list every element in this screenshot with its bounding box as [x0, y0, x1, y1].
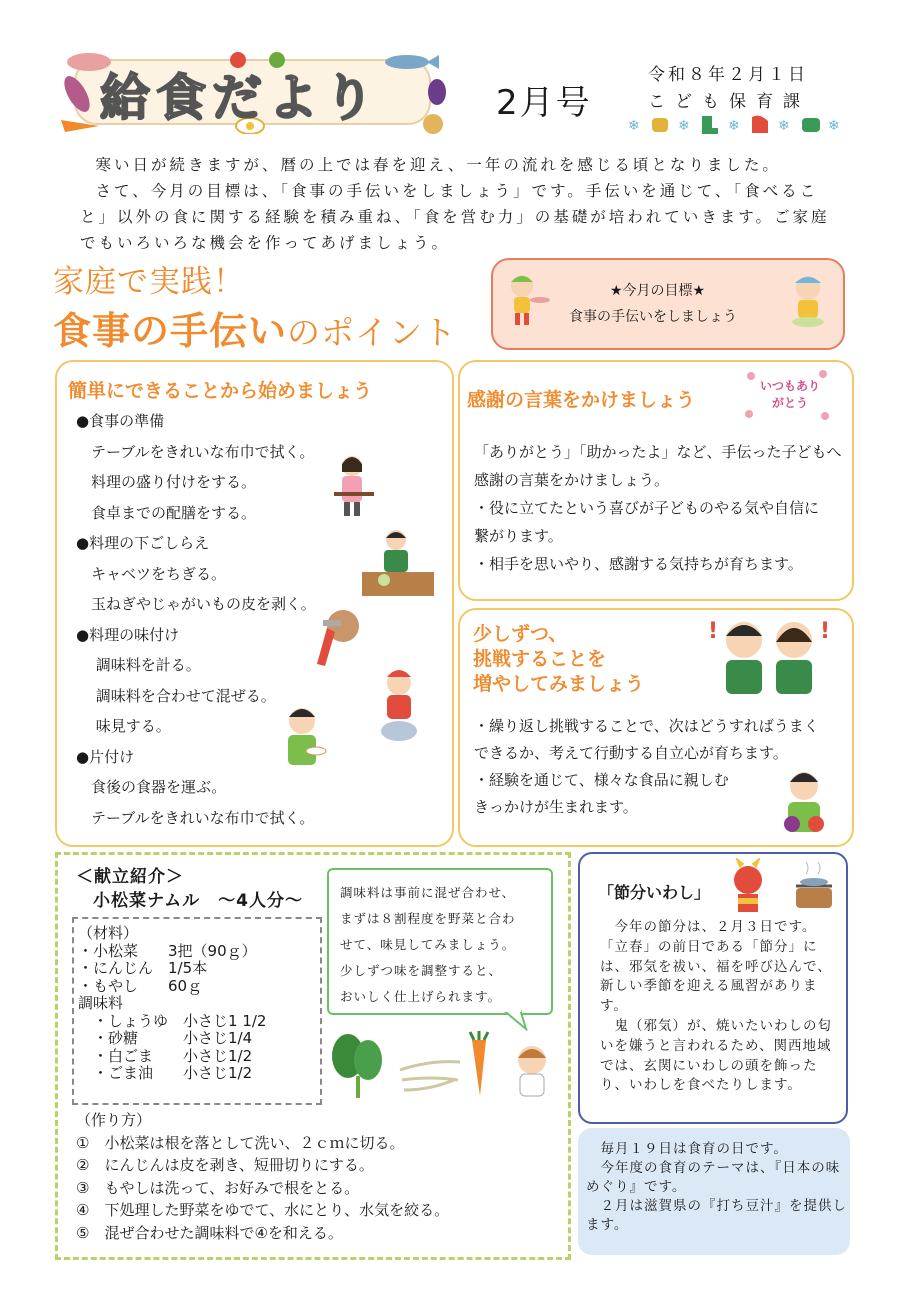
text-line: ・相手を思いやり、感謝する気持ちが育ちます。 — [474, 555, 803, 573]
setsubun-title: 「節分いわし」 — [598, 883, 711, 902]
text-line: 繋がります。 — [474, 527, 563, 545]
title-line: 少しずつ、 — [473, 623, 568, 645]
list-item: 玉ねぎやじゃがいもの皮を剥く。 — [76, 595, 316, 613]
list-item: テーブルをきれいな布巾で拭く。 — [76, 808, 315, 827]
peeler-illustration — [315, 608, 361, 670]
panel-challenge-title — [473, 622, 644, 697]
step-line: ② にんじんは皮を剥き、短冊切りにする。 — [76, 1156, 374, 1174]
text-line: 調味料は事前に混ぜ合わせ、 — [340, 885, 516, 900]
ingredient-line: ・しょうゆ 小さじ1 1/2 — [78, 1011, 267, 1030]
section-title-line1: 家庭で実践！ — [53, 264, 245, 300]
bubble-tail — [500, 1009, 530, 1031]
section-title-line2 — [53, 300, 457, 355]
text-line: ・経験を通じて、様々な食品に親しむ — [474, 771, 729, 789]
panel-easy-tasks-title: 簡単にできることから始めましょう — [68, 380, 373, 402]
child-cooking-illustration — [782, 272, 834, 332]
svg-text:❄: ❄ — [628, 118, 640, 134]
step-line: ⑤ 混ぜ合わせた調味料で④を和える。 — [76, 1223, 343, 1242]
department: こども保育課 — [648, 92, 810, 112]
text-line: せて、味見してみましょう。 — [340, 937, 516, 952]
recipe-steps — [76, 1109, 449, 1244]
nutritionist-icon — [518, 1046, 546, 1096]
thanks-text — [474, 438, 844, 578]
goal-text: 食事の手伝いをしましょう — [569, 309, 737, 325]
list-item: ●料理の味付け — [76, 625, 180, 644]
fish-icon — [385, 55, 439, 69]
boy-with-vegetables-illustration — [778, 768, 830, 838]
recipe-heading: ＜献立紹介＞ — [76, 867, 184, 887]
list-item: 料理の盛り付けをする。 — [76, 473, 257, 491]
thank-you-badge-text: いつもありがとう — [760, 379, 821, 410]
title-small: のポイント — [287, 313, 458, 352]
svg-text:!: ! — [820, 619, 831, 644]
onion-icon — [423, 114, 443, 134]
step-line: （作り方） — [76, 1111, 152, 1129]
text-line: 感謝の言葉をかけましょう。 — [474, 471, 670, 489]
svg-text:!: ! — [708, 619, 719, 644]
text-line: 「ありがとう」「助かったよ」など、手伝った子どもへ — [474, 443, 842, 461]
step-line: ① 小松菜は根を落として洗い、２ｃｍに切る。 — [76, 1133, 405, 1152]
page-title: 給食だより — [100, 69, 380, 127]
winter-decoration-strip — [628, 114, 850, 136]
title-main: 食事の手伝い — [53, 309, 288, 353]
oni-and-grill-illustration — [726, 858, 838, 916]
ingredient-line: ・小松菜 3把（90ｇ） — [78, 941, 257, 960]
list-item: 食後の食器を運ぶ。 — [76, 778, 227, 796]
list-item: 調味料を合わせて混ぜる。 — [76, 686, 276, 705]
list-item: 調味料を計る。 — [76, 656, 201, 674]
text-line: まずは８割程度を野菜と合わ — [340, 911, 516, 926]
spinach-icon — [332, 1034, 382, 1098]
surprised-people-illustration — [708, 612, 832, 696]
carrot-icon — [470, 1031, 488, 1096]
svg-text:❄: ❄ — [678, 118, 690, 134]
text-line: きっかけが生まれます。 — [474, 798, 638, 816]
step-line: ④ 下処理した野菜をゆでて、水にとり、水気を絞る。 — [76, 1201, 450, 1219]
issue-date: 令和８年２月１日 — [648, 65, 808, 85]
goal-heading: ★今月の目標★ — [610, 283, 706, 299]
girl-serving-illustration — [330, 452, 378, 520]
girl-mixing-illustration — [374, 665, 424, 747]
intro-text — [80, 152, 840, 256]
ingredients-list — [78, 925, 266, 1083]
tip-text — [340, 880, 516, 1010]
boy-tasting-illustration — [280, 703, 330, 775]
oni-illustration — [734, 858, 762, 912]
text-line: ・役に立てたという喜びが子どものやる気や自信に — [474, 499, 820, 517]
text-line: おいしく仕上げられます。 — [340, 989, 502, 1004]
setsubun-text: 今年の節分は、２月３日です。「立春」の前日である「節分」には、邪気を祓い、福を呼び込んで、新しい季節を迎える風習があります。 鬼（邪気）が、焼いたいわしの匂いを嫌うと言われるため、関西地域では、玄関にいわしの頭を飾ったり、いわしを食べたりします。 — [600, 919, 832, 1094]
grill-icon — [796, 862, 832, 908]
list-item: ●片付け — [76, 747, 135, 766]
step-line: ③ もやしは洗って、お好みで根をとる。 — [76, 1178, 360, 1197]
boy-tearing-cabbage-illustration — [362, 528, 434, 598]
svg-text:❄: ❄ — [728, 118, 740, 134]
recipe-name: 小松菜ナムル ～4人分～ — [93, 891, 303, 911]
intro-paragraph: 寒い日が続きますが、暦の上では春を迎え、一年の流れを感じる頃となりました。 — [95, 156, 781, 174]
title-line: 挑戦することを — [473, 648, 607, 670]
text-line: ・繰り返し挑戦することで、次はどうすればうまく — [474, 717, 819, 735]
intro-paragraph: さて、今月の目標は、「食事の手伝いをしましょう」です。手伝いを通じて、「食べること」以外の食に関する経験を積み重ね、「食を営む力」の基礎が培われていきます。ご家庭でもいろいろな機会を作ってあげましょう。 — [80, 182, 830, 252]
list-item: テーブルをきれいな布巾で拭く。 — [76, 442, 315, 461]
list-item: ●食事の準備 — [76, 412, 165, 430]
text-line: 少しずつ味を調整すると、 — [340, 963, 503, 978]
ingredient-line: 調味料 — [78, 994, 124, 1012]
ingredient-line: ・砂糖 小さじ1/4 — [78, 1029, 253, 1047]
list-item: ●料理の下ごしらえ — [76, 534, 210, 552]
food-education-text: 毎月１９日は食育の日です。 今年度の食育のテーマは、『日本の味めぐり』です。 ２月は滋賀県の『打ち豆汁』を提供します。 — [586, 1141, 847, 1233]
eggplant-icon — [428, 79, 446, 105]
ingredient-line: ・にんじん 1/5本 — [78, 959, 208, 977]
ingredient-line: ・もやし 60ｇ — [78, 976, 203, 995]
list-item: キャベツをちぎる。 — [76, 564, 227, 583]
svg-text:❄: ❄ — [778, 118, 790, 134]
text-line: できるか、考えて行動する自立心が育ちます。 — [474, 744, 788, 762]
child-carrying-illustration — [500, 272, 550, 330]
ingredient-line: （材料） — [78, 924, 139, 942]
panel-thanks-title: 感謝の言葉をかけましょう — [467, 389, 696, 411]
svg-text:❄: ❄ — [828, 118, 840, 134]
vegetables-illustration — [326, 1030, 560, 1100]
list-item: 味見する。 — [76, 717, 171, 735]
issue-number: 2月号 — [496, 83, 592, 123]
ingredient-line: ・白ごま 小さじ1/2 — [78, 1046, 253, 1065]
bean-sprout-icon — [400, 1062, 460, 1090]
title-line: 増やしてみましょう — [473, 673, 645, 695]
ingredient-line: ・ごま油 小さじ1/2 — [78, 1064, 253, 1082]
list-item: 食卓までの配膳をする。 — [76, 503, 257, 522]
